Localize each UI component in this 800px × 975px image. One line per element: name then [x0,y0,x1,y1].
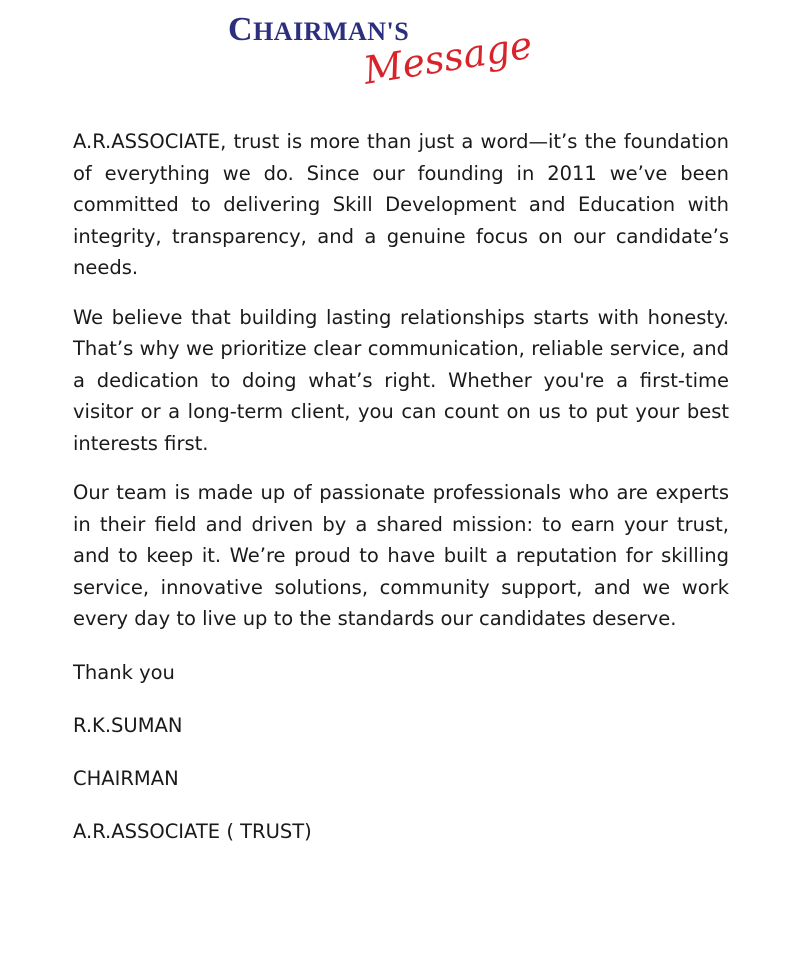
title-initial: C [228,11,254,48]
title-script-word: Message [360,22,536,93]
paragraph-values: We believe that building lasting relationships starts with honesty. That’s why we prioritize clear communication, reliable service, and a dedication to doing what’s right. Whether you're a first-time visitor or a long-term client, you can count on us to put your best interests first. [73,305,729,455]
paragraph-intro: A.R.ASSOCIATE, trust is more than just a word—it’s the foundation of everything we do. Since our founding in 2011 we’ve been committed to delivering Skill Development and Education with integrity, transparency, and a genuine focus on our candidate’s needs. [73,130,729,279]
signatory-designation: CHAIRMAN [73,766,179,790]
signatory-name: R.K.SUMAN [73,713,183,737]
title-rest: HAIRMAN'S [253,17,410,46]
paragraph-team: Our team is made up of passionate professionals who are experts in their field and driven by a shared mission: to earn your trust, and to keep it. We’re proud to have built a reputation for skilling service, innovative solutions, community support, and we work every day to live up to the standards our candidates deserve. [73,481,729,630]
closing-text: Thank you [73,660,175,684]
page-header [0,0,800,110]
signatory-organization: A.R.ASSOCIATE ( TRUST) [73,819,312,843]
message-body [73,126,729,869]
